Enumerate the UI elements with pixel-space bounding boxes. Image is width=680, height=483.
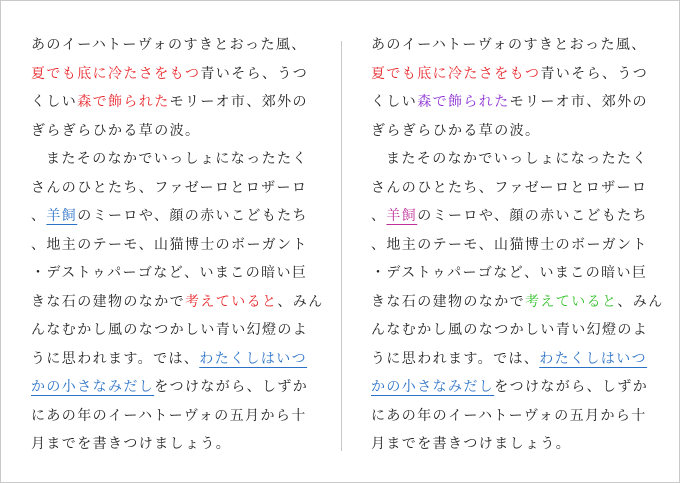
- text-line: 月までを書きつけましょう。: [371, 436, 572, 452]
- text-line: ・デストゥパーゴなど、いまこの暗い巨: [31, 265, 308, 281]
- highlight-blue-underline: わたくしはいつ: [539, 350, 648, 367]
- text-line: うに思われます。では、わたくしはいつ: [371, 350, 648, 367]
- highlight-purple: 森で飾られた: [417, 94, 510, 110]
- text-line: くしい森で飾られたモリーオ市、郊外の: [31, 94, 308, 110]
- text-line: 、地主のテーモ、山猫博士のボーガント: [371, 236, 648, 253]
- text-line: んなむかし風のなつかしい青い幻燈のよ: [371, 322, 649, 338]
- highlight-blue-underline: わたくしはいつ: [199, 350, 308, 367]
- highlight-blue-underline: かの小さなみだし: [31, 379, 155, 395]
- highlight-red: 夏でも底に冷たさをもつ: [371, 65, 541, 82]
- text-line: さんのひとたち、ファゼーロとロザーロ: [371, 179, 648, 196]
- highlight-red: 森で飾られた: [77, 94, 170, 110]
- text-line: 、羊飼のミーロや、顔の赤いこどもたち: [371, 208, 648, 224]
- text-line: 夏でも底に冷たさをもつ青いそら、うつ: [31, 65, 309, 82]
- text-line: ぎらぎらひかる草の波。: [371, 122, 541, 139]
- text-line: ・デストゥパーゴなど、いまこの暗い巨: [371, 265, 648, 281]
- highlight-blue-underline: かの小さなみだし: [371, 379, 495, 395]
- text-line: くしい森で飾られたモリーオ市、郊外の: [371, 94, 648, 110]
- highlight-green: 考えていると: [525, 293, 618, 310]
- left-text-column: [31, 31, 324, 459]
- text-line: うに思われます。では、わたくしはいつ: [31, 350, 308, 367]
- text-line: 、羊飼のミーロや、顔の赤いこどもたち: [31, 208, 308, 224]
- text-line: さんのひとたち、ファゼーロとロザーロ: [31, 179, 308, 196]
- text-line: かの小さなみだしをつけながら、しずか: [31, 379, 309, 395]
- text-line: またそのなかでいっしょになったたく: [386, 151, 648, 167]
- highlight-red: 夏でも底に冷たさをもつ: [31, 65, 201, 82]
- text-line: ぎらぎらひかる草の波。: [31, 122, 201, 139]
- text-line: 月までを書きつけましょう。: [31, 436, 232, 452]
- text-line: きな石の建物のなかで考えていると、みん: [371, 293, 664, 310]
- text-line: またそのなかでいっしょになったたく: [46, 151, 308, 167]
- highlight-blue-underline: 羊飼: [46, 208, 78, 224]
- highlight-red: 考えていると: [185, 293, 278, 310]
- text-line: 夏でも底に冷たさをもつ青いそら、うつ: [371, 65, 649, 82]
- text-line: にあの年のイーハトーヴォの五月から十: [31, 407, 307, 424]
- text-line: にあの年のイーハトーヴォの五月から十: [371, 407, 647, 424]
- right-text-column: [371, 31, 664, 459]
- highlight-magenta-underline: 羊飼: [386, 208, 418, 224]
- text-line: かの小さなみだしをつけながら、しずか: [371, 379, 649, 395]
- column-divider: [341, 41, 342, 451]
- text-line: きな石の建物のなかで考えていると、みん: [31, 293, 324, 310]
- text-line: 、地主のテーモ、山猫博士のボーガント: [31, 236, 308, 253]
- text-line: あのイーハトーヴォのすきとおった風、: [371, 37, 647, 53]
- text-line: んなむかし風のなつかしい青い幻燈のよ: [31, 322, 309, 338]
- text-line: あのイーハトーヴォのすきとおった風、: [31, 37, 307, 53]
